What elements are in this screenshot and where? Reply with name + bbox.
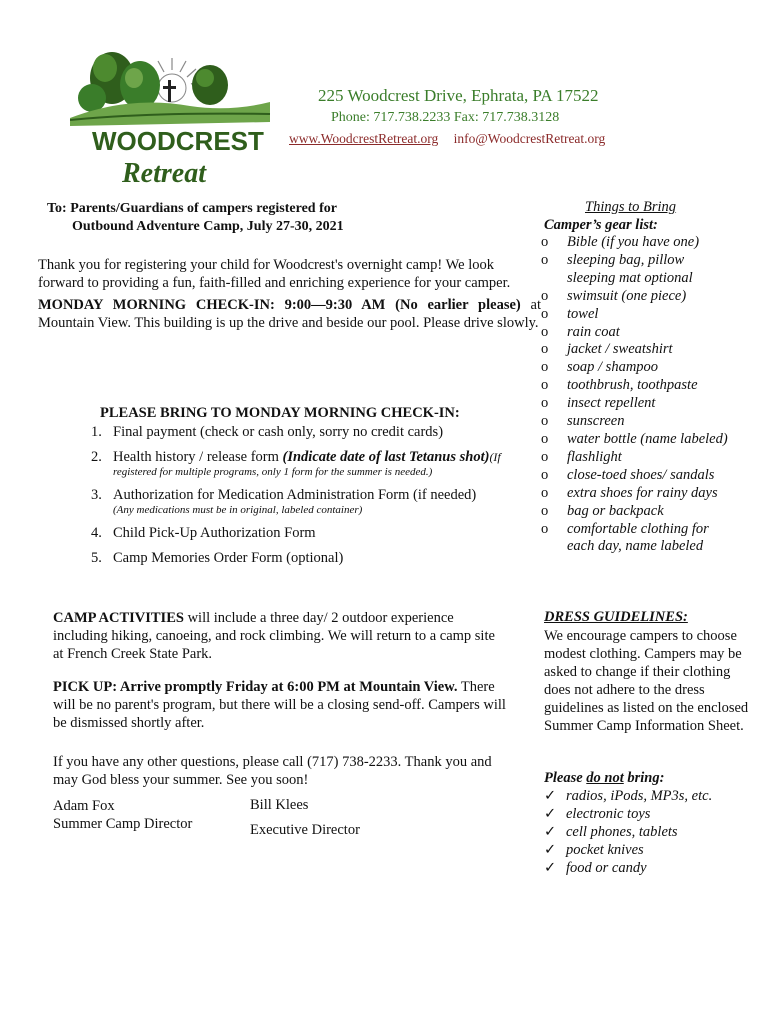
do-not-bring-item — [544, 806, 712, 824]
bring-item-subnote: (Any medications must be in original, labeled container) — [113, 504, 363, 516]
bring-item-number: 2. — [91, 449, 102, 465]
gear-list — [541, 234, 770, 556]
gear-list-item-text: soap / shampoo — [567, 359, 659, 376]
bring-heading: PLEASE BRING TO MONDAY MORNING CHECK-IN: — [100, 405, 460, 421]
activities-text: will include a three day/ 2 outdoor experience including hiking, canoeing, and rock climbing. We will return to a camp site at French Creek State Park. — [53, 610, 495, 662]
recipient-block — [47, 200, 344, 236]
do-not-bring-item-text: pocket knives — [566, 841, 644, 858]
pickup-heading: PICK UP: Arrive promptly Friday at 6:00 PM at Mountain View. — [53, 679, 458, 695]
do-not-bring-heading-pre: Please — [544, 770, 587, 786]
bring-item — [91, 525, 531, 542]
bring-item — [91, 487, 531, 516]
gear-list-item-text: water bottle (name labeled) — [567, 430, 728, 447]
gear-list-item-text: flashlight — [567, 448, 622, 465]
checkin-paragraph — [38, 296, 541, 332]
dress-heading: DRESS GUIDELINES: — [544, 609, 688, 625]
gear-list-item — [541, 431, 770, 449]
gear-list-item — [541, 449, 770, 467]
gear-list-item-text: jacket / sweatshirt — [567, 341, 673, 358]
gear-list-item — [541, 288, 770, 306]
do-not-bring-item-text: radios, iPods, MP3s, etc. — [566, 788, 713, 804]
gear-list-item — [541, 467, 770, 485]
signature-name: Bill Klees — [250, 797, 309, 813]
signature-title: Summer Camp Director — [53, 816, 193, 832]
bring-item-emphasis: (Indicate date of last Tetanus shot) — [282, 449, 490, 465]
gear-list-item-text: each day, name labeled — [567, 538, 704, 555]
do-not-bring-item — [544, 860, 712, 878]
bullet-icon: o — [541, 305, 549, 322]
gear-list-item-text: sunscreen — [567, 413, 625, 430]
gear-list-item — [541, 341, 770, 359]
bullet-icon: o — [541, 359, 549, 376]
gear-list-item — [541, 377, 770, 395]
signature-camp-director — [53, 797, 192, 833]
recipient-line-2: Outbound Adventure Camp, July 27-30, 2021 — [72, 219, 344, 234]
do-not-bring-heading — [544, 770, 664, 787]
bring-item-note: (If — [489, 450, 501, 464]
signature-title: Executive Director — [250, 822, 360, 838]
things-heading: Things to Bring — [585, 199, 677, 215]
bullet-icon: o — [541, 448, 549, 465]
gear-list-item-text: toothbrush, toothpaste — [567, 377, 698, 394]
bullet-icon — [541, 270, 567, 288]
bullet-icon: o — [541, 234, 549, 250]
checkmark-icon: ✓ — [544, 859, 557, 876]
bullet-icon: o — [541, 323, 549, 340]
pickup-text: There will be no parent's program, but there will be a closing send-off. Campers will be dismissed shortly after. — [53, 679, 506, 731]
recipient-line-1: To: Parents/Guardians of campers registered for — [47, 201, 337, 216]
do-not-bring-list — [544, 788, 712, 878]
activities-paragraph — [53, 609, 508, 663]
gear-list-item — [541, 485, 770, 503]
gear-list-item-text: bag or backpack — [567, 502, 664, 519]
do-not-bring-item-text: electronic toys — [566, 805, 651, 822]
bring-item-subnote: registered for multiple programs, only 1 form for the summer is needed.) — [113, 466, 433, 478]
gear-list-item — [541, 359, 770, 377]
gear-list-item-text: close-toed shoes/ sandals — [567, 466, 715, 483]
bullet-icon: o — [541, 251, 549, 268]
intro-paragraph: Thank you for registering your child for Woodcrest's overnight camp! We look forward to providing a fun, faith-filled and enriching experience for your camper. — [38, 257, 511, 291]
bullet-icon: o — [541, 395, 549, 412]
bullet-icon: o — [541, 377, 549, 394]
do-not-bring-item-text: cell phones, tablets — [566, 823, 678, 840]
bring-item-text: Authorization for Medication Administration Form (if needed) — [113, 487, 477, 503]
gear-list-item — [541, 270, 770, 288]
gear-list-item-text: sleeping mat optional — [567, 269, 693, 286]
gear-list-item — [541, 324, 770, 342]
bullet-icon: o — [541, 287, 549, 304]
gear-list-item — [541, 521, 770, 539]
gear-list-item — [541, 234, 770, 252]
gear-list-item — [541, 413, 770, 431]
bring-item-number: 3. — [91, 487, 102, 503]
bullet-icon: o — [541, 502, 549, 519]
logo-text-woodcrest: WOODCREST — [92, 126, 264, 156]
bullet-icon: o — [541, 484, 549, 501]
dress-text: We encourage campers to choose modest clothing. Campers may be asked to change if their clothing does not adhere to the dress guidelines as listed on the enclosed Summer Camp Information Sheet. — [544, 628, 749, 734]
gear-list-item-text: sleeping bag, pillow — [567, 251, 685, 268]
gear-list-item-text: extra shoes for rainy days — [567, 484, 718, 501]
checkmark-icon: ✓ — [544, 805, 557, 822]
bring-item — [91, 550, 531, 567]
do-not-bring-item — [544, 824, 712, 842]
web-email-line — [289, 131, 605, 147]
address: 225 Woodcrest Drive, Ephrata, PA 17522 — [318, 86, 599, 105]
woodcrest-logo — [70, 40, 275, 190]
website-link[interactable]: www.WoodcrestRetreat.org — [289, 131, 439, 146]
pickup-paragraph — [53, 678, 508, 732]
gear-list-item — [541, 538, 770, 556]
checkin-details: at Mountain View. This building is up the drive and beside our pool. Please drive slowly. — [38, 297, 541, 331]
bullet-icon: o — [541, 341, 549, 358]
activities-heading: CAMP ACTIVITIES — [53, 610, 184, 626]
bring-item-number: 1. — [91, 424, 102, 440]
logo-text-retreat: Retreat — [122, 158, 206, 189]
bring-item — [91, 424, 531, 441]
bullet-icon: o — [541, 520, 549, 537]
email-link[interactable]: info@WoodcrestRetreat.org — [453, 131, 606, 146]
gear-list-item-text: towel — [567, 305, 599, 322]
checkin-time: MONDAY MORNING CHECK-IN: 9:00—9:30 AM (No earlier please) — [38, 297, 521, 313]
gear-list-item-text: swimsuit (one piece) — [567, 287, 687, 304]
checkmark-icon: ✓ — [544, 788, 557, 804]
bring-item-text: Child Pick-Up Authorization Form — [113, 525, 316, 541]
gear-list-item-text: comfortable clothing for — [567, 520, 709, 537]
gear-list-item — [541, 252, 770, 270]
questions-paragraph: If you have any other questions, please call (717) 738-2233. Thank you and may God bless your summer. See you soon! — [53, 754, 492, 788]
do-not-bring-heading-emphasis: do not — [586, 770, 624, 786]
do-not-bring-heading-post: bring: — [623, 770, 665, 786]
gear-list-item — [541, 306, 770, 324]
bring-item-number: 4. — [91, 525, 102, 541]
gear-list-item — [541, 503, 770, 521]
bring-item — [91, 449, 531, 478]
gear-list-item — [541, 395, 770, 413]
gear-list-item-text: rain coat — [567, 323, 620, 340]
checkmark-icon: ✓ — [544, 823, 557, 840]
gear-list-item-text: insect repellent — [567, 395, 656, 412]
bullet-icon — [541, 538, 567, 556]
gear-list-heading: Camper’s gear list: — [544, 217, 658, 233]
do-not-bring-item — [544, 788, 712, 806]
bring-item-number: 5. — [91, 550, 102, 566]
bullet-icon: o — [541, 466, 549, 483]
bring-item-text: Final payment (check or cash only, sorry no credit cards) — [113, 424, 444, 440]
bullet-icon: o — [541, 413, 549, 430]
checkmark-icon: ✓ — [544, 841, 557, 858]
signature-name: Adam Fox — [53, 798, 115, 814]
bullet-icon: o — [541, 430, 549, 447]
gear-list-item-text: Bible (if you have one) — [567, 234, 700, 250]
phone-fax: Phone: 717.738.2233 Fax: 717.738.3128 — [331, 110, 560, 125]
bring-item-text: Health history / release form — [113, 449, 283, 465]
do-not-bring-item-text: food or candy — [566, 859, 647, 876]
do-not-bring-item — [544, 842, 712, 860]
bring-item-text: Camp Memories Order Form (optional) — [113, 550, 344, 566]
